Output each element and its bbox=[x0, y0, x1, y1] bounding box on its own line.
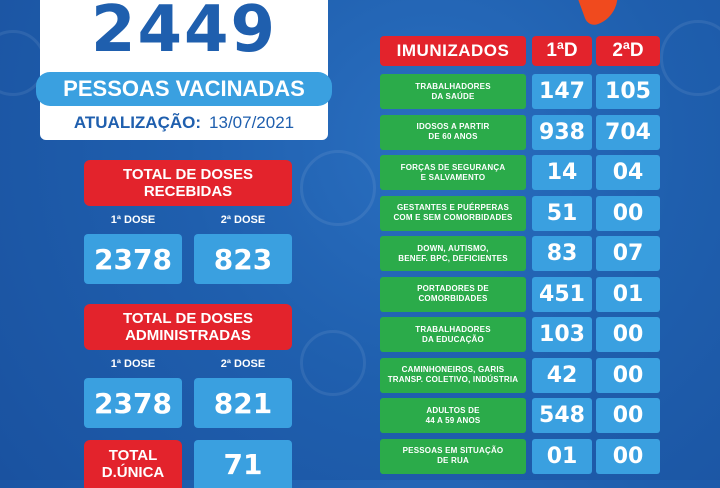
row-category-line2: DE 60 ANOS bbox=[428, 132, 478, 141]
vaccinated-count: 2449 bbox=[90, 0, 278, 67]
row-dose2-value: 00 bbox=[596, 358, 660, 393]
row-category-line1: PORTADORES DE bbox=[417, 284, 489, 293]
update-date: 13/07/2021 bbox=[209, 113, 295, 132]
row-category-line1: ADULTOS DE bbox=[426, 405, 480, 415]
row-dose2-value: 01 bbox=[596, 277, 660, 312]
row-category bbox=[380, 74, 526, 109]
row-category-line1: TRABALHADORES bbox=[415, 324, 491, 334]
administered-title-line1: TOTAL DE DOSES bbox=[122, 309, 254, 327]
row-category-line1: IDOSOS A PARTIR bbox=[416, 122, 490, 131]
table-header-col2: 2ªD bbox=[596, 36, 660, 66]
received-title bbox=[84, 160, 292, 206]
row-category-line2: COM E SEM COMORBIDADES bbox=[393, 213, 513, 222]
vaccinated-label: PESSOAS VACINADAS bbox=[36, 72, 332, 106]
administered-dose2-label: 2ª DOSE bbox=[220, 358, 266, 370]
row-category bbox=[380, 236, 526, 271]
single-dose-title-line1: TOTAL bbox=[108, 446, 158, 464]
row-category-line2: E SALVAMENTO bbox=[420, 172, 486, 182]
row-dose1-value: 83 bbox=[532, 236, 592, 271]
row-dose1-value: 451 bbox=[532, 277, 592, 312]
table-header-title: IMUNIZADOS bbox=[380, 36, 526, 66]
row-category bbox=[380, 277, 526, 312]
row-category-line2: TRANSP. COLETIVO, INDÚSTRIA bbox=[387, 375, 519, 384]
row-dose1-value: 51 bbox=[532, 196, 592, 231]
received-dose1-label: 1ª DOSE bbox=[110, 214, 156, 226]
row-dose2-value: 00 bbox=[596, 439, 660, 474]
virus-decoration bbox=[660, 20, 720, 96]
administered-dose1-value: 2378 bbox=[84, 378, 182, 428]
row-category bbox=[380, 439, 526, 474]
row-category bbox=[380, 317, 526, 352]
row-category-line2: COMORBIDADES bbox=[418, 294, 488, 303]
single-dose-title bbox=[84, 440, 182, 488]
row-dose2-value: 07 bbox=[596, 236, 660, 271]
row-category-line1: PESSOAS EM SITUAÇÃO bbox=[402, 446, 504, 455]
update-label: ATUALIZAÇÃO: bbox=[73, 113, 202, 132]
row-category-line2: BENEF. BPC, DEFICIENTES bbox=[398, 253, 508, 263]
row-dose2-value: 105 bbox=[596, 74, 660, 109]
table-header-col1: 1ªD bbox=[532, 36, 592, 66]
received-title-line1: TOTAL DE DOSES bbox=[122, 165, 254, 183]
row-dose1-value: 01 bbox=[532, 439, 592, 474]
received-dose2-label: 2ª DOSE bbox=[220, 214, 266, 226]
row-dose2-value: 00 bbox=[596, 398, 660, 433]
administered-dose2-value: 821 bbox=[194, 378, 292, 428]
administered-title-line2: ADMINISTRADAS bbox=[125, 327, 251, 344]
row-dose2-value: 00 bbox=[596, 317, 660, 352]
row-category-line2: 44 A 59 ANOS bbox=[425, 415, 481, 425]
row-category-line2: DA SAÚDE bbox=[431, 91, 475, 101]
row-dose1-value: 103 bbox=[532, 317, 592, 352]
row-dose1-value: 14 bbox=[532, 155, 592, 190]
row-dose1-value: 42 bbox=[532, 358, 592, 393]
single-dose-title-line2: D.ÚNICA bbox=[101, 464, 165, 481]
row-dose2-value: 04 bbox=[596, 155, 660, 190]
row-category bbox=[380, 155, 526, 190]
row-dose2-value: 704 bbox=[596, 115, 660, 150]
row-category-line2: DA EDUCAÇÃO bbox=[422, 334, 484, 344]
virus-decoration bbox=[300, 150, 376, 226]
single-dose-value: 71 bbox=[194, 440, 292, 488]
row-category-line1: CAMINHONEIROS, GARIS bbox=[401, 365, 505, 374]
update-line bbox=[40, 108, 328, 138]
row-dose2-value: 00 bbox=[596, 196, 660, 231]
received-dose1-value: 2378 bbox=[84, 234, 182, 284]
received-dose2-value: 823 bbox=[194, 234, 292, 284]
row-category bbox=[380, 115, 526, 150]
administered-dose1-label: 1ª DOSE bbox=[110, 358, 156, 370]
row-category-line1: GESTANTES E PUÉRPERAS bbox=[396, 203, 510, 212]
row-category-line1: TRABALHADORES bbox=[415, 81, 491, 91]
row-dose1-value: 147 bbox=[532, 74, 592, 109]
row-dose1-value: 938 bbox=[532, 115, 592, 150]
row-category-line2: DE RUA bbox=[437, 456, 469, 465]
row-category bbox=[380, 398, 526, 433]
row-category-line1: DOWN, AUTISMO, bbox=[417, 243, 489, 253]
logo-accent bbox=[574, 0, 626, 28]
row-category-line1: FORÇAS DE SEGURANÇA bbox=[400, 162, 506, 172]
row-category bbox=[380, 358, 526, 393]
virus-decoration bbox=[300, 330, 366, 396]
row-dose1-value: 548 bbox=[532, 398, 592, 433]
administered-title bbox=[84, 304, 292, 350]
row-category bbox=[380, 196, 526, 231]
received-title-line2: RECEBIDAS bbox=[143, 183, 233, 200]
